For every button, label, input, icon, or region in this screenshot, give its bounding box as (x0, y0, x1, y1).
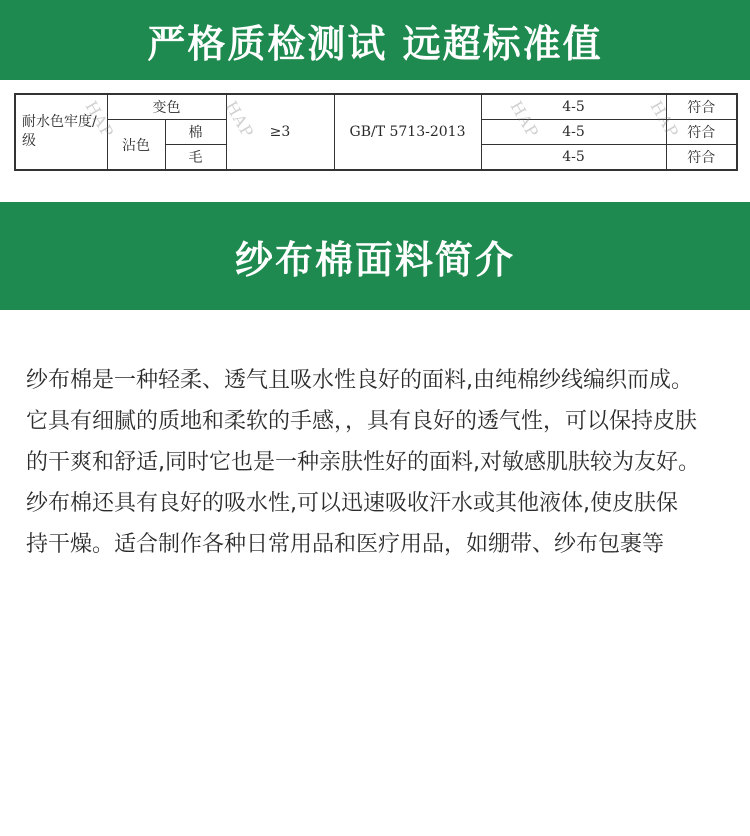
watermark-4: HAP (646, 97, 683, 142)
spec-requirement: ≥3 (226, 94, 334, 170)
section-banner (0, 202, 750, 310)
watermark-1: HAP (81, 97, 118, 142)
quality-banner (0, 0, 750, 80)
intro-text (0, 310, 750, 565)
intro-line: 纱布棉是一种轻柔、透气且吸水性良好的面料,由纯棉纱线编织而成。 (26, 368, 693, 393)
spec-cotton-label: 棉 (165, 120, 226, 145)
intro-line: 的干爽和舒适,同时它也是一种亲肤性好的面料,对敏感肌肤较为友好。 (26, 450, 700, 475)
quality-banner-title: 严格质检测试 远超标准值 (147, 21, 603, 66)
intro-line: 它具有细腻的质地和柔软的手感，，具有良好的透气性，可以保持皮肤 (26, 409, 698, 434)
spec-verdict-1: 符合 (666, 94, 737, 120)
spec-wool-label: 毛 (165, 145, 226, 171)
spec-verdict-3: 符合 (666, 145, 737, 171)
spec-result-3: 4-5 (481, 145, 666, 171)
intro-line: 持干燥。适合制作各种日常用品和医疗用品，如绷带、纱布包裹等 (26, 532, 665, 557)
spec-table (14, 93, 738, 171)
watermark-2: HAP (221, 97, 258, 142)
spec-verdict-2: 符合 (666, 120, 737, 145)
spec-item-label: 耐水色牢度/级 (15, 94, 107, 170)
spec-result-2: 4-5 (481, 120, 666, 145)
watermark-3: HAP (506, 97, 543, 142)
spec-change-label: 变色 (107, 94, 226, 120)
spec-stain-label: 沾色 (107, 120, 165, 171)
spec-standard: GB/T 5713-2013 (334, 94, 481, 170)
spec-result-1: 4-5 (481, 94, 666, 120)
intro-line: 纱布棉还具有良好的吸水性,可以迅速吸收汗水或其他液体,使皮肤保 (26, 491, 678, 516)
spec-table-section (0, 80, 750, 182)
section-title: 纱布棉面料简介 (234, 237, 515, 282)
